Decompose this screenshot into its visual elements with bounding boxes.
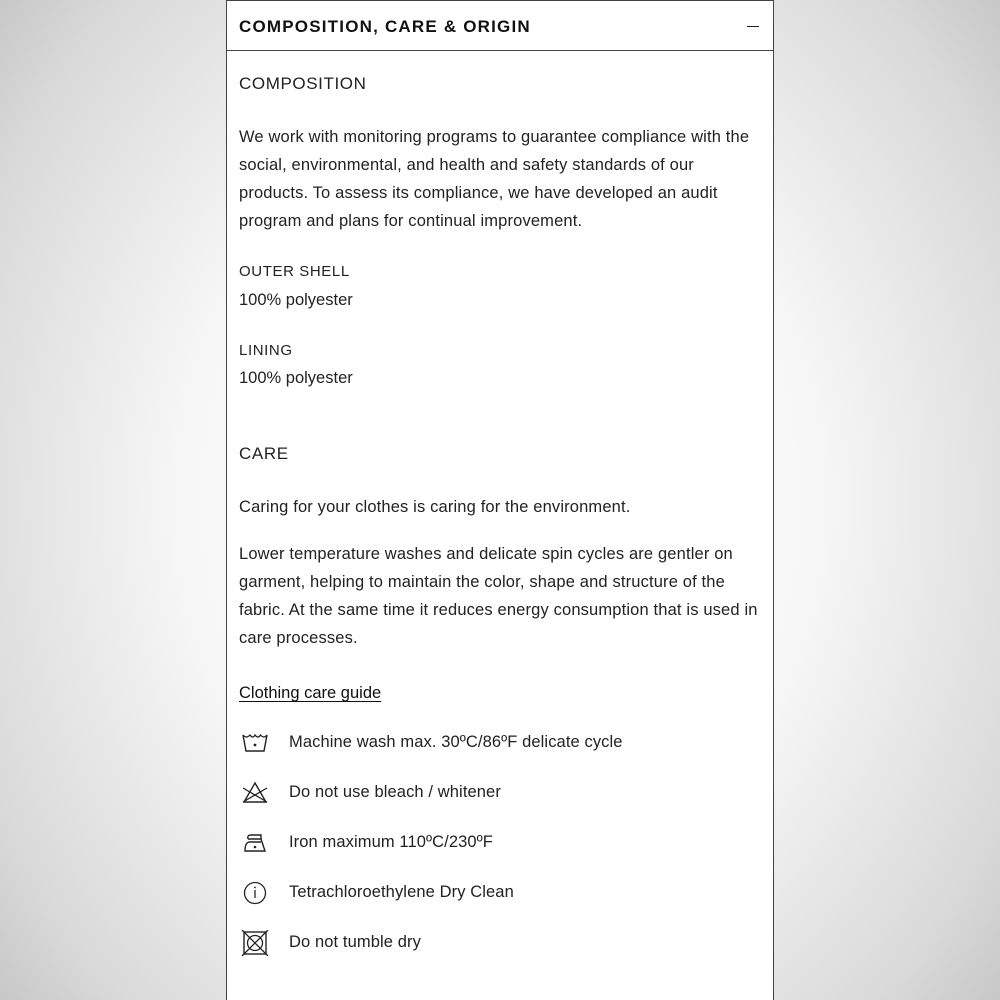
care-instruction-row bbox=[239, 828, 763, 858]
care-instruction-text: Tetrachloroethylene Dry Clean bbox=[289, 883, 514, 901]
lining-label: LINING bbox=[239, 342, 293, 359]
dry-clean-icon bbox=[241, 880, 269, 906]
machine-wash-icon bbox=[241, 730, 269, 756]
care-instruction-text: Do not use bleach / whitener bbox=[289, 783, 501, 801]
iron-icon bbox=[241, 830, 269, 856]
product-details-panel bbox=[226, 0, 774, 1000]
care-heading: CARE bbox=[239, 444, 289, 463]
lining-value: 100% polyester bbox=[239, 369, 353, 387]
care-detail: Lower temperature washes and delicate spin cycles are gentler on garment, helping to maintain the color, shape and structure of the fabric. At the same time it reduces energy consumption that is used in care processes. bbox=[239, 545, 758, 647]
composition-heading: COMPOSITION bbox=[239, 74, 367, 93]
minus-icon[interactable] bbox=[747, 26, 759, 27]
accordion-header-composition-care-origin[interactable] bbox=[227, 0, 773, 51]
composition-intro: We work with monitoring programs to guarantee compliance with the social, environmental, and health and safety standards of our products. To assess its compliance, we have developed an audit program and plans for continual improvement. bbox=[239, 128, 750, 230]
clothing-care-guide-link[interactable]: Clothing care guide bbox=[239, 684, 382, 702]
outer-shell-label: OUTER SHELL bbox=[239, 263, 350, 280]
care-instruction-text: Iron maximum 110ºC/230ºF bbox=[289, 833, 493, 851]
accordion-title: COMPOSITION, CARE & ORIGIN bbox=[239, 17, 531, 36]
no-bleach-icon bbox=[241, 780, 269, 806]
care-instruction-row bbox=[239, 728, 763, 758]
outer-shell-value: 100% polyester bbox=[239, 291, 353, 309]
care-instruction-row bbox=[239, 878, 763, 908]
care-instruction-row bbox=[239, 778, 763, 808]
care-instruction-text: Machine wash max. 30ºC/86ºF delicate cycle bbox=[289, 733, 623, 751]
care-instruction-text: Do not tumble dry bbox=[289, 933, 421, 951]
no-tumble-dry-icon bbox=[241, 930, 269, 956]
care-instruction-row bbox=[239, 928, 763, 958]
care-intro: Caring for your clothes is caring for the environment. bbox=[239, 498, 631, 516]
